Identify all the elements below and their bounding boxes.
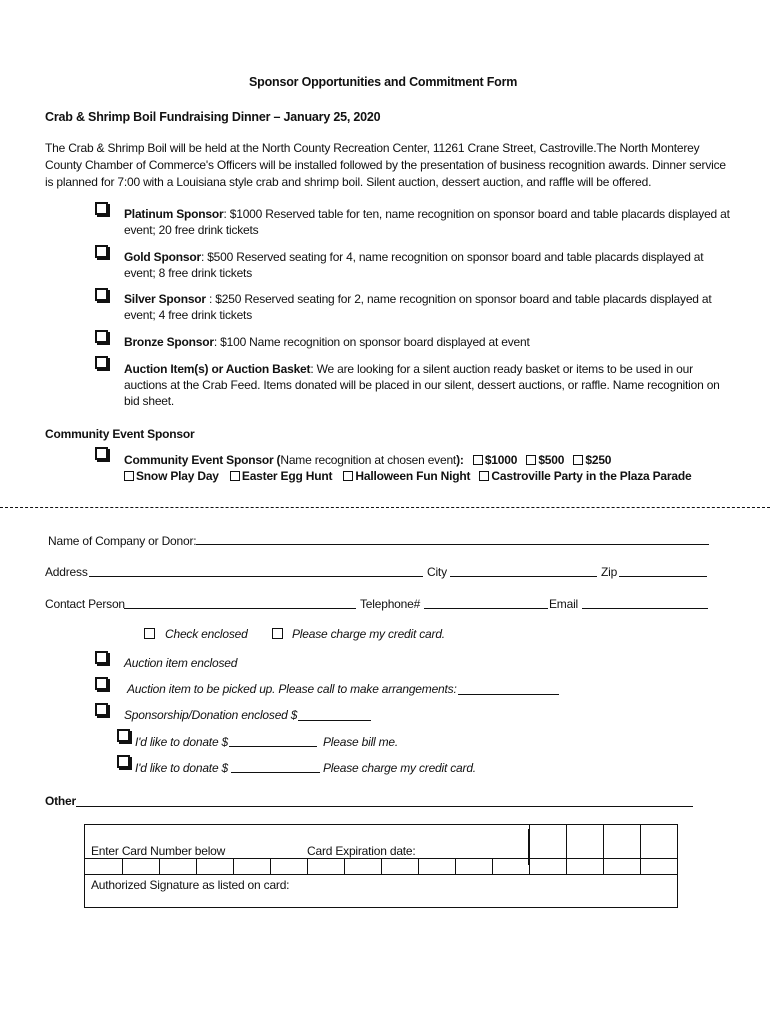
donate-charge-checkbox[interactable] bbox=[117, 755, 130, 768]
card-digit-cell[interactable] bbox=[492, 858, 493, 874]
card-expiration-cell[interactable] bbox=[603, 825, 604, 874]
donate-bill-prefix: I'd like to donate $ bbox=[135, 735, 229, 749]
bronze-desc: : $100 Name recognition on sponsor board displayed at event bbox=[213, 335, 530, 349]
form-title: Sponsor Opportunities and Commitment Form bbox=[249, 75, 518, 89]
amount-1000-option[interactable] bbox=[473, 453, 517, 467]
card-digit-cell[interactable] bbox=[418, 858, 419, 874]
gold-checkbox[interactable] bbox=[95, 245, 108, 258]
auction-pickup-field[interactable] bbox=[458, 694, 559, 695]
sponsorship-enclosed-checkbox[interactable] bbox=[95, 703, 108, 716]
silver-desc: : $250 Reserved seating for 2, name recognition on sponsor board and table placards displayed at bbox=[205, 292, 712, 306]
auction-enclosed-label: Auction item enclosed bbox=[124, 656, 238, 670]
amount-500-checkbox[interactable] bbox=[526, 455, 536, 465]
event-snow-play-checkbox[interactable] bbox=[124, 471, 134, 481]
community-line1 bbox=[124, 452, 611, 468]
platinum-desc: : $1000 Reserved table for ten, name recognition on sponsor board and table placards displayed at bbox=[223, 207, 730, 221]
card-digit-cell[interactable] bbox=[233, 858, 234, 874]
sponsorship-enclosed-label: Sponsorship/Donation enclosed $ bbox=[124, 708, 298, 722]
event-easter-egg-label: Easter Egg Hunt bbox=[241, 469, 333, 483]
bronze-name: Bronze Sponsor bbox=[124, 335, 214, 349]
auction-desc: : We are looking for a silent auction ready basket or items to be used in our bbox=[310, 362, 693, 376]
amount-250-option[interactable] bbox=[573, 453, 611, 467]
event-parade-checkbox[interactable] bbox=[479, 471, 489, 481]
other-field[interactable] bbox=[76, 806, 693, 807]
amount-250-checkbox[interactable] bbox=[573, 455, 583, 465]
email-label: Email bbox=[549, 597, 579, 611]
address-label: Address bbox=[45, 565, 88, 579]
gold-name: Gold Sponsor bbox=[124, 250, 201, 264]
community-label: Community Event Sponsor ( bbox=[124, 453, 281, 467]
card-digit-cell[interactable] bbox=[270, 858, 271, 874]
auction-pickup-checkbox[interactable] bbox=[95, 677, 108, 690]
auction-enclosed-checkbox[interactable] bbox=[95, 651, 108, 664]
card-number-label: Enter Card Number below bbox=[91, 844, 226, 858]
event-easter-egg-checkbox[interactable] bbox=[230, 471, 240, 481]
card-digit-cell[interactable] bbox=[307, 858, 308, 874]
phone-label: Telephone# bbox=[360, 597, 421, 611]
donate-charge-amount-field[interactable] bbox=[231, 772, 320, 773]
silver-name: Silver Sponsor bbox=[124, 292, 206, 306]
email-field[interactable] bbox=[582, 608, 708, 609]
address-field[interactable] bbox=[89, 576, 423, 577]
platinum-line1 bbox=[124, 206, 730, 222]
card-digit-cell[interactable] bbox=[455, 858, 456, 874]
event-parade-option[interactable] bbox=[479, 469, 691, 483]
auction-line3: bid sheet. bbox=[124, 394, 175, 408]
card-signature-label: Authorized Signature as listed on card: bbox=[91, 878, 290, 892]
card-digit-cell[interactable] bbox=[196, 858, 197, 874]
sponsorship-amount-field[interactable] bbox=[298, 720, 371, 721]
intro-paragraph: The Crab & Shrimp Boil will be held at the North County Recreation Center, 11261 Crane Street, Castroville.The North Monterey County Chamber of Commerce's Officers will be installed followed by the presentation of business recognition awards. Dinner service is planned for 7:00 with a Louisiana style crab and shrimp boil. Silent auction, dessert auction, and raffle will be offered. bbox=[45, 141, 726, 189]
card-expiration-separator bbox=[528, 829, 530, 865]
charge-card-label: Please charge my credit card. bbox=[292, 627, 445, 641]
platinum-checkbox[interactable] bbox=[95, 202, 108, 215]
silver-line2: event; 4 free drink tickets bbox=[124, 308, 252, 322]
check-enclosed-checkbox[interactable] bbox=[144, 628, 155, 639]
gold-line1 bbox=[124, 249, 703, 265]
community-checkbox[interactable] bbox=[95, 447, 108, 460]
other-label: Other bbox=[45, 794, 77, 808]
gold-desc: : $500 Reserved seating for 4, name recognition on sponsor board and table placards displayed at bbox=[200, 250, 704, 264]
amount-500-option[interactable] bbox=[526, 453, 564, 467]
event-snow-play-label: Snow Play Day bbox=[136, 469, 219, 483]
community-label-note: Name recognition at chosen event bbox=[280, 453, 457, 467]
auction-line2: auctions at the Crab Feed. Items donated will be placed in our silent, dessert auctions, or raffle. Name recognition on bbox=[124, 378, 720, 392]
community-events-line bbox=[124, 468, 691, 484]
gold-line2: event; 8 free drink tickets bbox=[124, 266, 252, 280]
card-digit-cell[interactable] bbox=[122, 858, 123, 874]
event-halloween-option[interactable] bbox=[343, 469, 470, 483]
bronze-checkbox[interactable] bbox=[95, 330, 108, 343]
donate-bill-suffix: Please bill me. bbox=[323, 735, 399, 749]
city-field[interactable] bbox=[450, 576, 597, 577]
donate-charge-prefix: I'd like to donate $ bbox=[135, 761, 229, 775]
event-snow-play-option[interactable] bbox=[124, 469, 219, 483]
amount-250-label: $250 bbox=[585, 453, 612, 467]
card-digit-cell[interactable] bbox=[381, 858, 382, 874]
amount-1000-checkbox[interactable] bbox=[473, 455, 483, 465]
amount-500-label: $500 bbox=[538, 453, 565, 467]
silver-line1 bbox=[124, 291, 712, 307]
event-parade-label: Castroville Party in the Plaza Parade bbox=[491, 469, 692, 483]
silver-checkbox[interactable] bbox=[95, 288, 108, 301]
cut-line-divider bbox=[0, 507, 770, 508]
credit-card-table bbox=[84, 824, 678, 908]
platinum-line2: event; 20 free drink tickets bbox=[124, 223, 259, 237]
event-halloween-checkbox[interactable] bbox=[343, 471, 353, 481]
event-halloween-label: Halloween Fun Night bbox=[355, 469, 471, 483]
event-easter-egg-option[interactable] bbox=[230, 469, 332, 483]
auction-name: Auction Item(s) or Auction Basket bbox=[124, 362, 311, 376]
amount-1000-label: $1000 bbox=[484, 453, 518, 467]
zip-label: Zip bbox=[601, 565, 618, 579]
card-expiration-label: Card Expiration date: bbox=[307, 844, 416, 858]
contact-label: Contact Person bbox=[45, 597, 125, 611]
card-digit-cell[interactable] bbox=[159, 858, 160, 874]
platinum-name: Platinum Sponsor bbox=[124, 207, 224, 221]
donate-bill-amount-field[interactable] bbox=[229, 746, 317, 747]
auction-checkbox[interactable] bbox=[95, 356, 108, 369]
zip-field[interactable] bbox=[619, 576, 707, 577]
community-heading: Community Event Sponsor bbox=[45, 427, 195, 441]
company-label: Name of Company or Donor: bbox=[48, 534, 197, 548]
card-digit-cell[interactable] bbox=[344, 858, 345, 874]
city-label: City bbox=[427, 565, 447, 579]
charge-card-checkbox[interactable] bbox=[272, 628, 283, 639]
donate-bill-checkbox[interactable] bbox=[117, 729, 130, 742]
company-field[interactable] bbox=[196, 544, 709, 545]
check-enclosed-label: Check enclosed bbox=[165, 627, 248, 641]
card-expiration-cell[interactable] bbox=[640, 825, 641, 874]
donate-charge-suffix: Please charge my credit card. bbox=[323, 761, 476, 775]
auction-line1 bbox=[124, 361, 693, 377]
contact-field[interactable] bbox=[124, 608, 356, 609]
phone-field[interactable] bbox=[424, 608, 548, 609]
auction-pickup-label: Auction item to be picked up. Please call to make arrangements: bbox=[127, 682, 457, 696]
bronze-line1 bbox=[124, 334, 530, 350]
event-subtitle: Crab & Shrimp Boil Fundraising Dinner – January 25, 2020 bbox=[45, 110, 381, 124]
charge-card-option[interactable] bbox=[272, 626, 445, 642]
card-digit-row-bottom bbox=[85, 874, 677, 875]
card-expiration-cell[interactable] bbox=[566, 825, 567, 874]
check-enclosed-option[interactable] bbox=[144, 626, 248, 642]
community-label-end: ): bbox=[456, 453, 464, 467]
